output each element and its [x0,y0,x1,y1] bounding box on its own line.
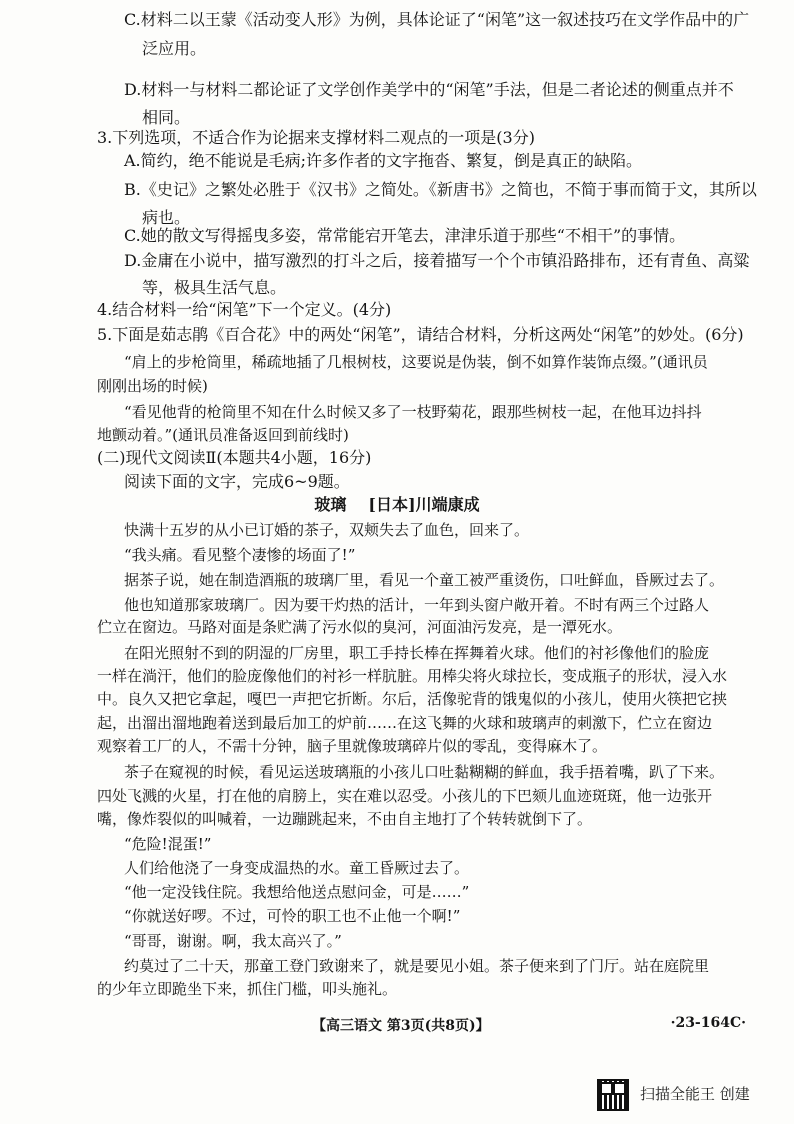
q3-option-c: C.她的散文写得摇曳多姿，常常能宕开笔去，津津乐道于那些“不相干”的事情。 [124,226,686,245]
paragraph-line: 四处飞溅的火星，打在他的肩膀上，实在难以忍受。小孩儿的下巴颏儿血迹斑斑，他一边张开 [97,787,713,805]
question-5: 5.下面是茹志鹃《百合花》中的两处“闲笔”，请结合材料，分析这两处“闲笔”的妙处。(6分) [97,325,744,344]
paragraph-line: “危险!混蛋!” [124,835,212,853]
q3-option-b-cont: 病也。 [142,208,191,227]
quote-2-cont: 地颤动着。”(通讯员准备返回到前线时) [97,426,349,444]
section-heading: (二)现代文阅读Ⅱ(本题共4小题，16分) [97,448,372,467]
paragraph-line: 他也知道那家玻璃厂。因为要干灼热的活计，一年到头窗户敞开着。不时有两三个过路人 [124,596,710,614]
q3-option-d-cont: 等，极具生活气息。 [142,278,287,297]
paragraph-line: 约莫过了二十天，那童工登门致谢来了，就是要见小姐。茶子便来到了门厅。站在庭院里 [124,957,710,975]
quote-2: “看见他背的枪筒里不知在什么时候又多了一枝野菊花，跟那些树枝一起，在他耳边抖抖 [124,403,702,421]
passage-title [0,495,794,515]
paragraph-line: 人们给他浇了一身变成温热的水。童工昏厥过去了。 [124,859,470,877]
paragraph-line: 据茶子说，她在制造酒瓶的玻璃厂里，看见一个童工被严重烫伤，口吐鲜血，昏厥过去了。 [124,571,725,589]
paragraph-line: 快满十五岁的从小已订婚的茶子，双颊失去了血色，回来了。 [124,521,530,539]
paragraph-line: 起，出溜出溜地跑着送到最后加工的炉前……在这飞舞的火球和玻璃声的刺激下，伫立在窗边 [97,714,713,732]
paragraph-line: “哥哥，谢谢。啊，我太高兴了。” [124,932,342,950]
quote-1: “肩上的步枪筒里，稀疏地插了几根树枝，这要说是伪装，倒不如算作装饰点缀。”(通讯员 [124,353,708,371]
title-name: 玻璃 [314,495,347,514]
paragraph-line: 观察着工厂的人，不需十分钟，脑子里就像玻璃碎片似的零乱，变得麻木了。 [97,737,608,755]
qr-code-icon [597,1079,629,1111]
paragraph-line: “我头痛。看见整个凄惨的场面了!” [124,546,356,564]
paragraph-line: 中。良久又把它拿起，嘎巴一声把它折断。尔后，活像驼背的饿鬼似的小孩儿，使用火筷把它挟 [97,690,728,708]
paragraph-line: 一样在淌汗，他们的脸庞像他们的衬衫一样肮脏。用棒尖将火球拉长，变成瓶子的形状，浸入水 [97,667,728,685]
paragraph-line: “他一定没钱住院。我想给他送点慰问金，可是……” [124,883,470,901]
quote-1-cont: 刚刚出场的时候) [97,377,208,395]
paragraph-line: 伫立在窗边。马路对面是条贮满了污水似的臭河，河面油污发亮，是一潭死水。 [97,618,623,636]
q3-option-a: A.简约，绝不能说是毛病;许多作者的文字拖沓、繁复，倒是真正的缺陷。 [124,151,643,170]
option-d-cont: 相同。 [142,108,191,127]
paragraph-line: “你就送好啰。不过，可怜的职工也不止他一个啊!” [124,907,461,925]
option-c: C.材料二以王蒙《活动变人形》为例，具体论证了“闲笔”这一叙述技巧在文学作品中的广 [124,10,750,29]
exam-code: ·23-164C· [670,1015,746,1031]
paragraph-line: 的少年立即跪坐下来，抓住门槛，叩头施礼。 [97,980,398,998]
question-3: 3.下列选项，不适合作为论据来支撑材料二观点的一项是(3分) [97,128,535,147]
page-footer: 【高三语文 第3页(共8页)】 [312,1018,490,1034]
paragraph-line: 嘴，像炸裂似的叫喊着，一边蹦跳起来，不由自主地打了个转转就倒下了。 [97,810,593,828]
q3-option-b: B.《史记》之繁处必胜于《汉书》之简处。《新唐书》之简也，不简于事而简于文，其所以 [124,180,757,199]
paragraph-line: 在阳光照射不到的阴湿的厂房里，职工手持长棒在挥舞着火球。他们的衬衫像他们的脸庞 [124,644,710,662]
paragraph-line: 茶子在窥视的时候，看见运送玻璃瓶的小孩儿口吐黏糊糊的鲜血，我手捂着嘴，趴了下来。 [124,763,725,781]
reading-instruction: 阅读下面的文字，完成6~9题。 [124,472,350,491]
option-c-cont: 泛应用。 [142,39,207,58]
title-author: [日本]川端康成 [368,495,480,514]
scanner-watermark: 扫描全能王 创建 [640,1085,750,1103]
q3-option-d: D.金庸在小说中，描写激烈的打斗之后，接着描写一个个市镇沿路排布，还有青鱼、高粱 [124,251,750,270]
question-4: 4.结合材料一给“闲笔”下一个定义。(4分) [97,300,392,319]
option-d: D.材料一与材料二都论证了文学创作美学中的“闲笔”手法，但是二者论述的侧重点并不 [124,80,734,99]
